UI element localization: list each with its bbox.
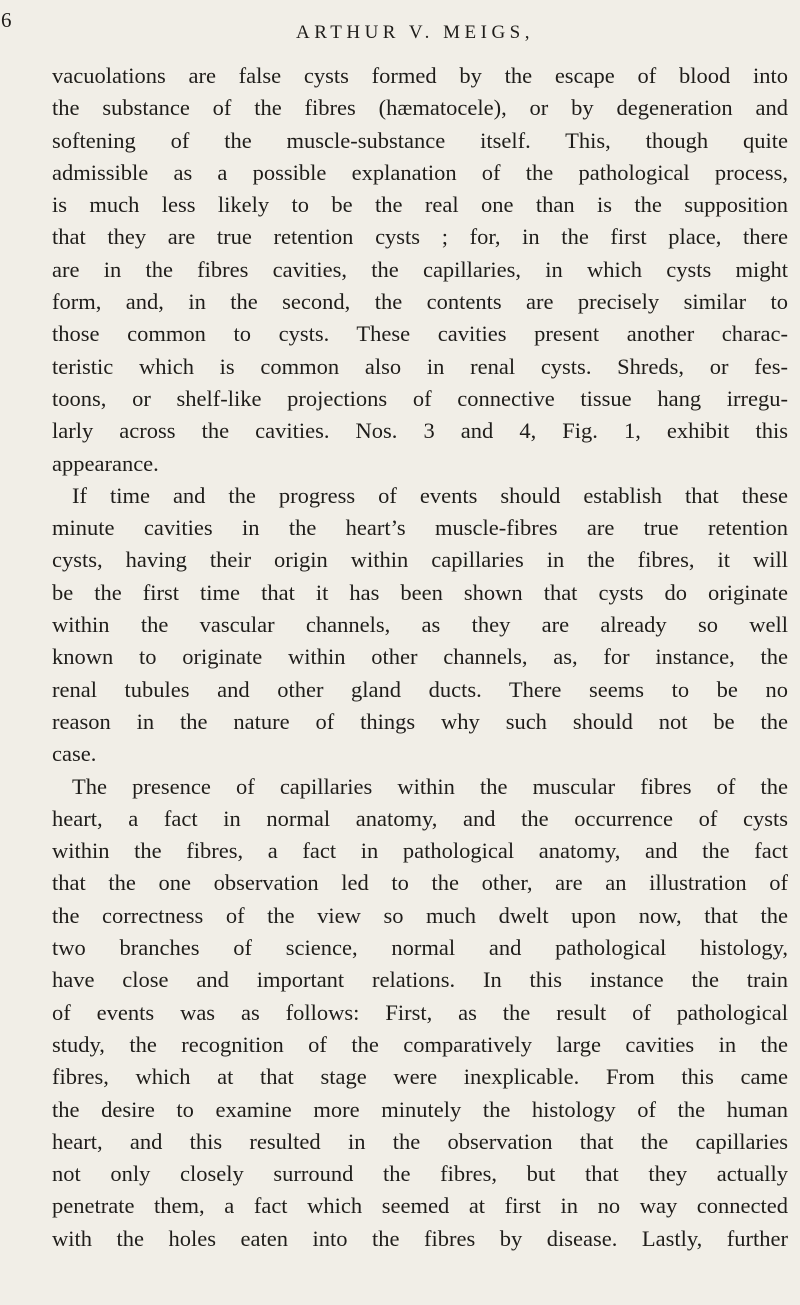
text-line: form, and, in the second, the contents are precisely similar to (52, 289, 788, 315)
text-line: the substance of the fibres (hæmatocele), or by degeneration and (52, 95, 788, 121)
text-line: minute cavities in the heart’s muscle-fibres are true retention (52, 515, 788, 541)
text-line: of events was as follows: First, as the result of pathological (52, 999, 788, 1025)
text-line: renal tubules and other gland ducts. There seems to be no (52, 676, 788, 702)
text-line: If time and the progress of events should establish that these (72, 482, 788, 508)
text-line: is much less likely to be the real one than is the supposition (52, 192, 788, 218)
text-line: fibres, which at that stage were inexplicable. From this came (52, 1064, 788, 1090)
page-number: 6 (1, 8, 12, 32)
text-line: known to originate within other channels, as, for instance, the (52, 644, 788, 670)
text-line: admissible as a possible explanation of the pathological process, (52, 159, 788, 185)
text-line: that they are true retention cysts ; for, in the first place, there (52, 224, 788, 250)
body-text (52, 60, 788, 1255)
text-line: reason in the nature of things why such should not be the (52, 708, 788, 734)
text-line: larly across the cavities. Nos. 3 and 4, Fig. 1, exhibit this (52, 418, 788, 444)
paragraph (52, 480, 788, 771)
text-line: teristic which is common also in renal cysts. Shreds, or fes- (52, 353, 788, 379)
text-line: case. (52, 741, 97, 767)
text-line: heart, a fact in normal anatomy, and the occurrence of cysts (52, 805, 788, 831)
text-line: appearance. (52, 450, 159, 476)
text-line: two branches of science, normal and pathological histology, (52, 935, 788, 961)
text-line: are in the fibres cavities, the capillaries, in which cysts might (52, 256, 788, 282)
text-line: toons, or shelf-like projections of connective tissue hang irregu- (52, 385, 788, 411)
text-line: vacuolations are false cysts formed by the escape of blood into (52, 63, 788, 88)
text-line: within the vascular channels, as they are already so well (52, 612, 788, 638)
text-line: that the one observation led to the other, are an illustration of (52, 870, 788, 896)
text-line: study, the recognition of the comparatively large cavities in the (52, 1031, 788, 1057)
text-line: The presence of capillaries within the muscular fibres of the (72, 773, 788, 799)
text-line: with the holes eaten into the fibres by disease. Lastly, further (52, 1225, 788, 1251)
text-line: penetrate them, a fact which seemed at first in no way connected (52, 1193, 788, 1219)
page-header (0, 8, 800, 48)
text-line: within the fibres, a fact in pathological anatomy, and the fact (52, 838, 788, 864)
running-head: ARTHUR V. MEIGS, (295, 22, 535, 43)
text-line: those common to cysts. These cavities present another charac- (52, 321, 788, 347)
text-line: have close and important relations. In this instance the train (52, 967, 788, 993)
text-line: not only closely surround the fibres, but that they actually (52, 1161, 788, 1187)
paragraph (52, 771, 788, 1255)
text-line: the desire to examine more minutely the histology of the human (52, 1096, 788, 1122)
text-line: cysts, having their origin within capillaries in the fibres, it will (52, 547, 788, 573)
text-line: heart, and this resulted in the observation that the capillaries (52, 1128, 788, 1154)
text-line: be the first time that it has been shown that cysts do originate (52, 579, 788, 605)
text-line: softening of the muscle-substance itself. This, though quite (52, 127, 788, 153)
text-line: the correctness of the view so much dwelt upon now, that the (52, 902, 788, 928)
paragraph (52, 60, 788, 480)
